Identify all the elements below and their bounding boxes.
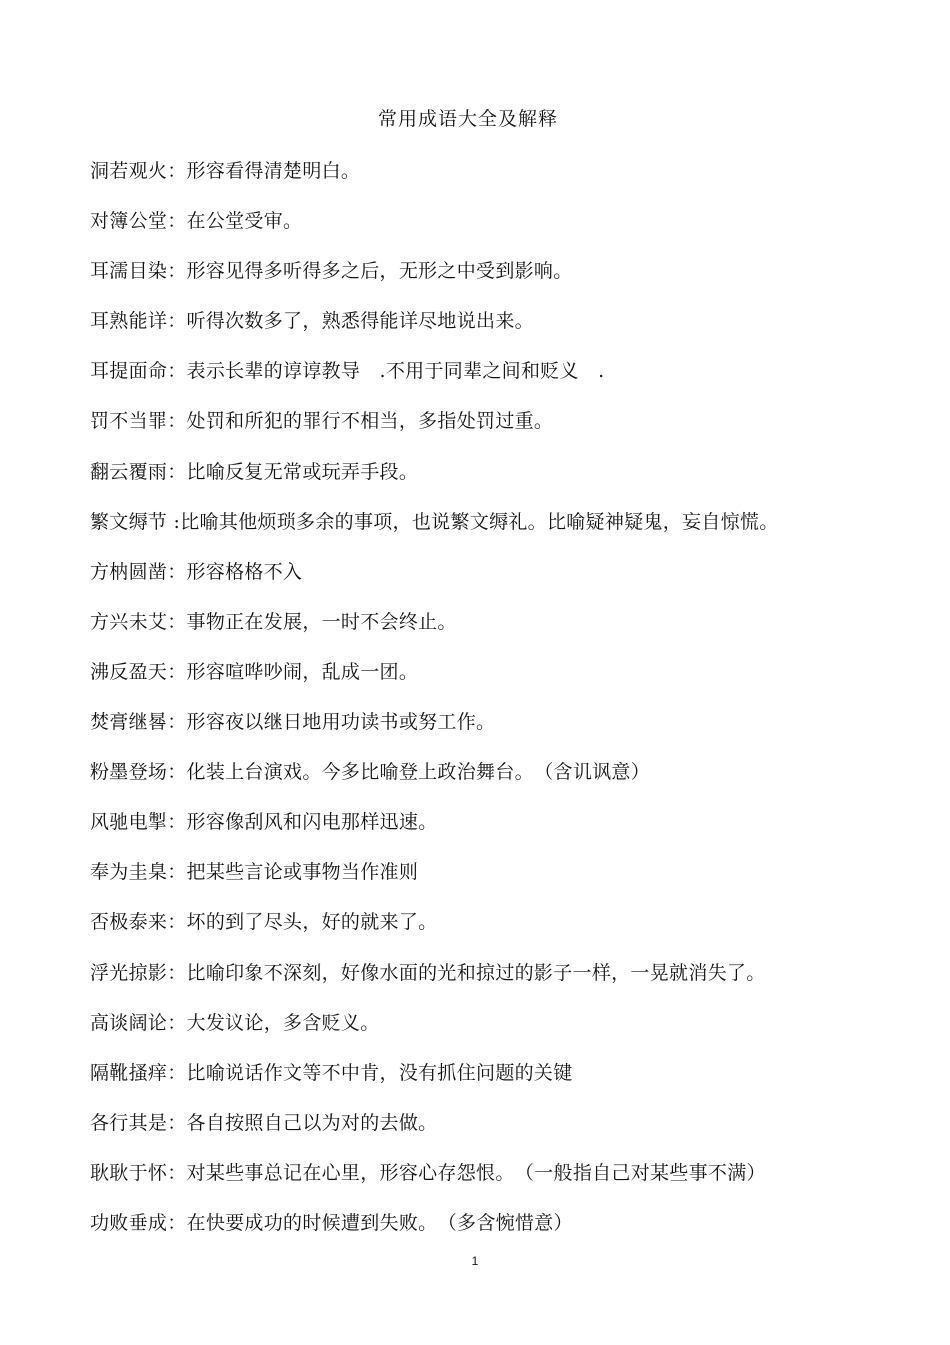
idiom-definition: 处罚和所犯的罪行不相当，多指处罚过重。 bbox=[186, 410, 554, 433]
idiom-entry bbox=[90, 1156, 890, 1206]
idiom-entry bbox=[90, 956, 890, 1006]
idiom-separator: ： bbox=[167, 711, 187, 734]
idiom-definition: 化装上台演戏。今多比喻登上政治舞台。 （含讥讽意） bbox=[186, 761, 651, 784]
idiom-definition: 形容看得清楚明白。 bbox=[186, 160, 361, 182]
idiom-definition: 把某些言论或事物当作准则 bbox=[186, 861, 419, 884]
idiom-entry bbox=[90, 354, 890, 404]
idiom-entry bbox=[90, 1206, 890, 1256]
idiom-definition: 比喻其他烦琐多余的事项，也说繁文缛礼。比喻疑神疑鬼，妄自惊慌。 bbox=[180, 510, 779, 533]
idiom-term: 方兴未艾 bbox=[90, 610, 168, 633]
idiom-term: 耳濡目染 bbox=[90, 260, 168, 283]
idiom-term: 耳提面命 bbox=[90, 360, 168, 383]
idiom-separator: : bbox=[167, 510, 181, 533]
idiom-entry bbox=[90, 1106, 890, 1156]
idiom-term: 浮光掠影 bbox=[90, 961, 168, 984]
idiom-term: 粉墨登场 bbox=[90, 761, 168, 784]
idiom-separator: ： bbox=[167, 861, 187, 884]
idiom-term: 焚膏继晷 bbox=[90, 711, 168, 734]
idiom-entry bbox=[90, 905, 890, 955]
idiom-definition: 各自按照自己以为对的去做。 bbox=[186, 1111, 438, 1134]
idiom-separator: ： bbox=[167, 1211, 187, 1234]
document-title: 常用成语大全及解释 bbox=[377, 108, 558, 130]
idiom-term: 否极泰来 bbox=[90, 911, 168, 934]
idiom-definition: 形容喧哗吵闹，乱成一团。 bbox=[186, 660, 419, 683]
idiom-entry bbox=[90, 1006, 890, 1056]
idiom-definition: 对某些事总记在心里，形容心存怨恨。 （一般指自己对某些事不满） bbox=[186, 1161, 766, 1184]
idiom-definition: 比喻反复无常或玩弄手段。 bbox=[186, 460, 419, 483]
idiom-separator: ： bbox=[167, 560, 187, 583]
idiom-separator: ： bbox=[167, 1161, 187, 1184]
idiom-term: 功败垂成 bbox=[90, 1211, 168, 1234]
idiom-entry bbox=[90, 404, 890, 454]
idiom-definition: 听得次数多了，熟悉得能详尽地说出来。 bbox=[186, 310, 534, 333]
idiom-entry bbox=[90, 304, 890, 354]
idiom-entry bbox=[90, 805, 890, 855]
idiom-definition: 大发议论，多含贬义。 bbox=[186, 1011, 380, 1034]
idiom-entry bbox=[90, 1056, 890, 1106]
idiom-entry bbox=[90, 755, 890, 805]
idiom-separator: ： bbox=[167, 761, 187, 784]
idiom-term: 耿耿于怀 bbox=[90, 1161, 168, 1184]
idiom-separator: ： bbox=[167, 410, 187, 433]
idiom-term: 沸反盈天 bbox=[90, 660, 168, 683]
idiom-term: 繁文缛节 bbox=[90, 510, 168, 533]
idiom-term: 罚不当罪 bbox=[90, 410, 168, 433]
idiom-term: 各行其是 bbox=[90, 1111, 168, 1134]
idiom-separator: ： bbox=[167, 610, 187, 633]
idiom-term: 耳熟能详 bbox=[90, 310, 168, 333]
idiom-term: 对簿公堂 bbox=[90, 210, 168, 233]
idiom-entry bbox=[90, 254, 890, 304]
idiom-definition: 形容见得多听得多之后，无形之中受到影响。 bbox=[186, 260, 573, 283]
idiom-separator: ： bbox=[167, 360, 187, 383]
idiom-definition: 在公堂受审。 bbox=[186, 210, 303, 233]
idiom-entry bbox=[90, 505, 890, 555]
idiom-separator: ： bbox=[167, 961, 187, 984]
idiom-separator: ： bbox=[167, 660, 187, 683]
idiom-entry bbox=[90, 855, 890, 905]
idiom-term: 方枘圆凿 bbox=[90, 560, 168, 583]
idiom-separator: ： bbox=[167, 260, 187, 283]
idiom-definition: 在快要成功的时候遭到失败。 （多含惋惜意） bbox=[186, 1211, 573, 1234]
idiom-definition: 形容夜以继日地用功读书或努工作。 bbox=[186, 711, 496, 734]
idiom-entry bbox=[90, 605, 890, 655]
idiom-separator: ： bbox=[167, 1061, 187, 1084]
page-number: 1 bbox=[471, 1254, 479, 1268]
idiom-definition: 表示长辈的谆谆教导 .不用于同辈之间和贬义 . bbox=[186, 360, 605, 383]
idiom-separator: ： bbox=[167, 811, 187, 834]
idiom-definition: 事物正在发展，一时不会终止。 bbox=[186, 610, 457, 633]
idiom-separator: ： bbox=[167, 911, 187, 934]
idiom-list bbox=[90, 154, 890, 1256]
idiom-separator: ： bbox=[167, 160, 187, 182]
idiom-term: 奉为圭臬 bbox=[90, 861, 168, 884]
idiom-definition: 坏的到了尽头，好的就来了。 bbox=[186, 911, 438, 934]
idiom-entry bbox=[90, 655, 890, 705]
idiom-term: 隔靴搔痒 bbox=[90, 1061, 168, 1084]
idiom-entry bbox=[90, 705, 890, 755]
idiom-definition: 形容像刮风和闪电那样迅速。 bbox=[186, 811, 438, 834]
idiom-definition: 比喻印象不深刻，好像水面的光和掠过的影子一样，一晃就消失了。 bbox=[186, 961, 766, 984]
idiom-separator: ： bbox=[167, 1011, 187, 1034]
idiom-definition: 比喻说话作文等不中肯，没有抓住问题的关键 bbox=[186, 1061, 573, 1084]
idiom-term: 风驰电掣 bbox=[90, 811, 168, 834]
idiom-entry bbox=[90, 455, 890, 505]
idiom-entry bbox=[90, 555, 890, 605]
idiom-separator: ： bbox=[167, 460, 187, 483]
idiom-term: 翻云覆雨 bbox=[90, 460, 168, 483]
idiom-entry bbox=[90, 154, 890, 204]
idiom-separator: ： bbox=[167, 1111, 187, 1134]
idiom-definition: 形容格格不入 bbox=[186, 560, 303, 583]
idiom-separator: ： bbox=[167, 210, 187, 233]
idiom-term: 洞若观火 bbox=[90, 160, 168, 182]
idiom-entry bbox=[90, 204, 890, 254]
idiom-separator: ： bbox=[167, 310, 187, 333]
idiom-term: 高谈阔论 bbox=[90, 1011, 168, 1034]
